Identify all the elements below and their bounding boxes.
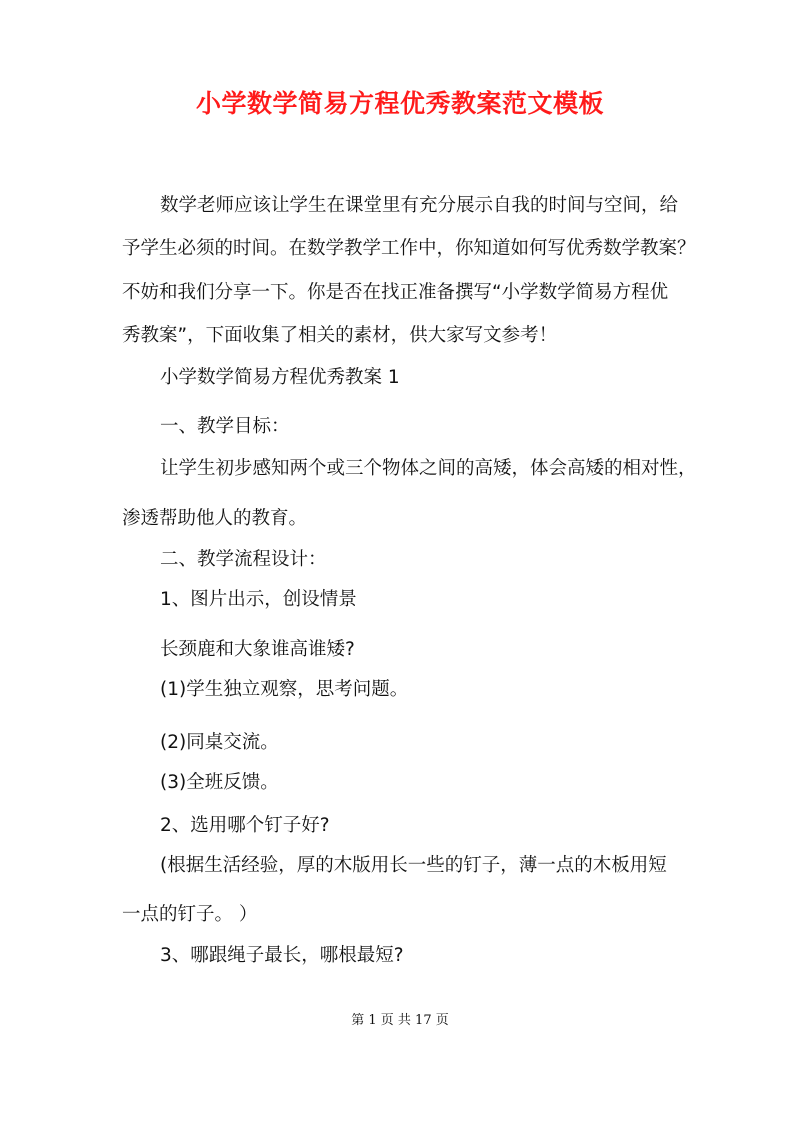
intro-line-3: 不妨和我们分享一下。你是否在找正准备撰写“小学数学简易方程优 (122, 282, 669, 303)
goal-line-1: 让学生初步感知两个或三个物体之间的高矮，体会高矮的相对性， (160, 458, 697, 479)
intro-line-1: 数学老师应该让学生在课堂里有充分展示自我的时间与空间，给 (160, 195, 679, 216)
document-title: 小学数学简易方程优秀教案范文模板 (195, 89, 604, 118)
section-heading: 小学数学简易方程优秀教案 1 (160, 367, 400, 388)
question-1: 长颈鹿和大象谁高谁矮? (160, 639, 355, 660)
flow-heading: 二、教学流程设计： (160, 549, 327, 570)
step-1: 1、图片出示，创设情景 (160, 589, 357, 610)
step-2-line-1: (根据生活经验，厚的木版用长一些的钉子，薄一点的木板用短 (160, 855, 667, 876)
step-3: 3、哪跟绳子最长，哪根最短? (160, 945, 404, 966)
intro-line-4: 秀教案”，下面收集了相关的素材，供大家写文参考！ (122, 325, 558, 346)
page-number-footer: 第 1 页 共 17 页 (351, 1013, 449, 1028)
step-2: 2、选用哪个钉子好? (160, 815, 330, 836)
goal-heading: 一、教学目标： (160, 416, 290, 437)
sub-item-2: (2)同桌交流。 (160, 732, 279, 753)
sub-item-3: (3)全班反馈。 (160, 772, 279, 793)
goal-line-2: 渗透帮助他人的教育。 (122, 508, 308, 529)
sub-item-1: (1)学生独立观察，思考问题。 (160, 679, 409, 700)
step-2-line-2: 一点的钉子。 ） (122, 904, 258, 925)
intro-line-2: 予学生必须的时间。在数学教学工作中，你知道如何写优秀数学教案？ (122, 238, 696, 259)
